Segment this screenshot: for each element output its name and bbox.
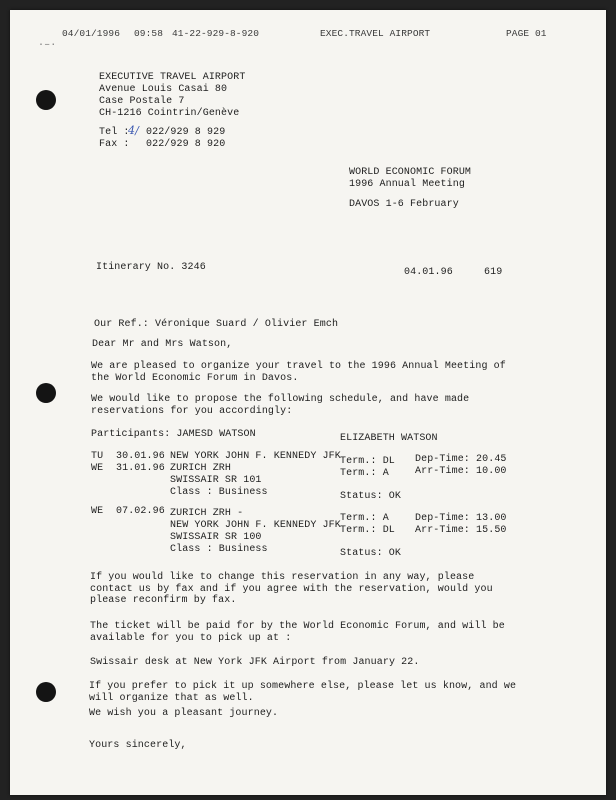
itinerary-date: 04.01.96	[404, 267, 453, 278]
leg2-flight: SWISSAIR SR 100	[170, 532, 262, 543]
leg2-day: WE	[91, 506, 104, 517]
paragraph-ticket	[90, 621, 505, 644]
paragraph-proposal	[91, 394, 469, 417]
leg1-date-arrive: 31.01.96	[116, 463, 165, 474]
paragraph-pickup-location: Swissair desk at New York JFK Airport from January 22.	[90, 657, 420, 668]
closing: Yours sincerely,	[89, 740, 187, 751]
tel-number: 022/929 8 929	[146, 127, 226, 138]
leg1-arrival-time: Arr-Time: 10.00	[415, 466, 507, 477]
participants-label: Participants: JAMESD WATSON	[91, 429, 256, 440]
leg2-departure-time: Dep-Time: 13.00	[415, 513, 507, 524]
leg1-departure-terminal: Term.: DL	[340, 456, 395, 467]
itinerary-number: Itinerary No. 3246	[96, 262, 206, 273]
leg2-from: ZURICH ZRH -	[170, 508, 244, 519]
fax-header-number: 41-22-929-8-920	[172, 28, 260, 39]
paragraph-alternative	[89, 681, 516, 704]
leg1-departure-time: Dep-Time: 20.45	[415, 454, 507, 465]
fax-header-date: 04/01/1996	[62, 28, 121, 39]
leg1-day-arrive: WE	[91, 463, 104, 474]
punch-hole-middle	[36, 383, 56, 403]
paragraph-line: If you prefer to pick it up somewhere else, please let us know, and we	[89, 681, 517, 692]
fax-header-page: PAGE 01	[506, 28, 547, 39]
paragraph-line: contact us by fax and if you agree with the reservation, would you	[90, 583, 493, 595]
fax-label: Fax :	[99, 139, 130, 150]
leg1-to: ZURICH ZRH	[170, 463, 232, 474]
leg1-flight: SWISSAIR SR 101	[170, 475, 262, 486]
tel-label: Tel :	[99, 127, 130, 138]
paragraph-change	[90, 572, 493, 607]
sender-name: EXECUTIVE TRAVEL AIRPORT	[99, 72, 246, 83]
paragraph-line: If you would like to change this reservation in any way, please	[90, 572, 475, 583]
leg2-arrival-time: Arr-Time: 15.50	[415, 525, 507, 536]
leg1-class: Class : Business	[170, 487, 268, 498]
leg2-date: 07.02.96	[116, 506, 165, 517]
itinerary-code: 619	[484, 267, 503, 278]
leg1-from: NEW YORK JOHN F. KENNEDY JFK	[170, 451, 341, 462]
recipient-line1: WORLD ECONOMIC FORUM	[349, 167, 472, 178]
punch-hole-bottom	[36, 682, 56, 702]
sender-address-line2: Case Postale 7	[99, 96, 185, 107]
tel-handwritten-mark: 4/	[128, 124, 139, 137]
paragraph-line: please reconfirm by fax.	[90, 595, 237, 606]
our-reference: Our Ref.: Véronique Suard / Olivier Emch	[94, 319, 339, 330]
fax-header-time: 09:58	[134, 28, 164, 39]
fax-number: 022/929 8 920	[146, 139, 226, 150]
salutation: Dear Mr and Mrs Watson,	[92, 339, 233, 350]
paragraph-line: We are pleased to organize your travel to the 1996 Annual Meeting of	[91, 361, 506, 372]
leg1-arrival-terminal: Term.: A	[340, 468, 389, 479]
paragraph-line: available for you to pick up at :	[90, 632, 292, 644]
sender-address-line3: CH-1216 Cointrin/Genève	[99, 108, 240, 119]
paragraph-intro	[91, 361, 506, 384]
leg1-date-out: 30.01.96	[116, 451, 165, 462]
recipient-line2: 1996 Annual Meeting	[349, 179, 465, 190]
leg2-class: Class : Business	[170, 544, 268, 555]
participant-second: ELIZABETH WATSON	[340, 433, 438, 444]
leg2-arrival-terminal: Term.: DL	[340, 525, 395, 536]
paragraph-line: the World Economic Forum in Davos.	[91, 372, 299, 384]
paragraph-line: reservations for you accordingly:	[91, 405, 293, 417]
leg2-status: Status: OK	[340, 548, 402, 559]
scan-mark: ·–·	[38, 40, 57, 51]
paragraph-wishes: We wish you a pleasant journey.	[89, 708, 279, 719]
leg1-status: Status: OK	[340, 491, 402, 502]
paragraph-line: We would like to propose the following schedule, and have made	[91, 394, 470, 405]
recipient-line3: DAVOS 1-6 February	[349, 199, 459, 210]
fax-page	[10, 10, 606, 795]
paragraph-line: will organize that as well.	[89, 692, 254, 704]
leg1-day-out: TU	[91, 451, 104, 462]
sender-address-line1: Avenue Louis Casai 80	[99, 84, 228, 95]
punch-hole-top	[36, 90, 56, 110]
leg2-departure-terminal: Term.: A	[340, 513, 389, 524]
leg2-to: NEW YORK JOHN F. KENNEDY JFK	[170, 520, 341, 531]
paragraph-line: The ticket will be paid for by the World Economic Forum, and will be	[90, 621, 505, 632]
fax-header-sender: EXEC.TRAVEL AIRPORT	[320, 28, 431, 39]
